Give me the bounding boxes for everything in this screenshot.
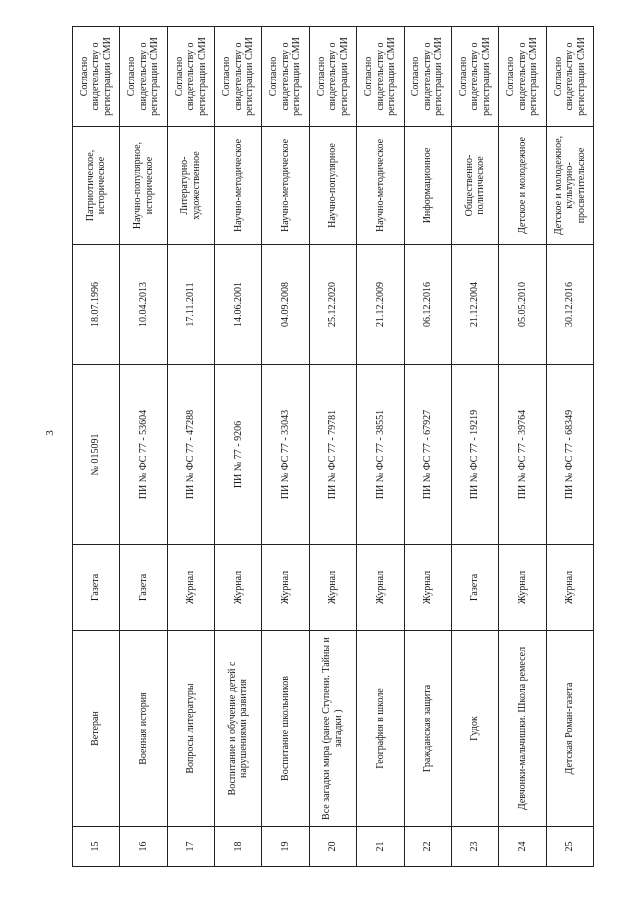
row-number-cell: 17 <box>167 827 214 867</box>
registration-number-cell: ПИ № ФС 77 - 39764 <box>499 365 546 545</box>
distribution-territory-cell: Согласно свидетельству о регистрации СМИ <box>499 27 546 127</box>
table-row <box>357 27 404 867</box>
row-number-cell: 15 <box>73 827 120 867</box>
registration-date-cell: 30.12.2016 <box>546 245 593 365</box>
table-row <box>73 27 120 867</box>
table-row <box>499 27 546 867</box>
publication-type-cell: Газета <box>120 545 167 631</box>
registration-date-cell: 25.12.2020 <box>309 245 356 365</box>
publication-type-cell: Журнал <box>262 545 309 631</box>
specialization-cell: Информационное <box>404 127 451 245</box>
publication-name-cell: Воспитание школьников <box>262 631 309 827</box>
specialization-cell: Литературно-художественное <box>167 127 214 245</box>
registration-date-cell: 18.07.1996 <box>73 245 120 365</box>
publication-type-cell: Журнал <box>546 545 593 631</box>
table-row <box>120 27 167 867</box>
registration-number-cell: ПИ № ФС 77 - 53604 <box>120 365 167 545</box>
table-row <box>167 27 214 867</box>
publication-type-cell: Журнал <box>499 545 546 631</box>
distribution-territory-cell: Согласно свидетельству о регистрации СМИ <box>546 27 593 127</box>
row-number-cell: 19 <box>262 827 309 867</box>
distribution-territory-cell: Согласно свидетельству о регистрации СМИ <box>451 27 498 127</box>
publication-name-cell: Воспитание и обучение детей с нарушениями развития <box>215 631 262 827</box>
publication-type-cell: Журнал <box>309 545 356 631</box>
row-number-cell: 18 <box>215 827 262 867</box>
distribution-territory-cell: Согласно свидетельству о регистрации СМИ <box>262 27 309 127</box>
specialization-cell: Научно-методическое <box>215 127 262 245</box>
publication-name-cell: Военная история <box>120 631 167 827</box>
distribution-territory-cell: Согласно свидетельству о регистрации СМИ <box>215 27 262 127</box>
specialization-cell: Детское и молодежное <box>499 127 546 245</box>
registration-number-cell: ПИ № 77 - 9206 <box>215 365 262 545</box>
table-row <box>546 27 593 867</box>
publication-name-cell: География в школе <box>357 631 404 827</box>
specialization-cell: Научно-методическое <box>357 127 404 245</box>
distribution-territory-cell: Согласно свидетельству о регистрации СМИ <box>357 27 404 127</box>
distribution-territory-cell: Согласно свидетельству о регистрации СМИ <box>73 27 120 127</box>
specialization-cell: Общественно-политическое <box>451 127 498 245</box>
publication-name-cell: Вопросы литературы <box>167 631 214 827</box>
registration-number-cell: ПИ № ФС 77 - 19219 <box>451 365 498 545</box>
specialization-cell: Научно-популярное, историческое <box>120 127 167 245</box>
publication-name-cell: Гудок <box>451 631 498 827</box>
distribution-territory-cell: Согласно свидетельству о регистрации СМИ <box>309 27 356 127</box>
distribution-territory-cell: Согласно свидетельству о регистрации СМИ <box>120 27 167 127</box>
registration-date-cell: 10.04.2013 <box>120 245 167 365</box>
registration-date-cell: 21.12.2009 <box>357 245 404 365</box>
registration-date-cell: 17.11.2011 <box>167 245 214 365</box>
specialization-cell: Патриотическое, историческое <box>73 127 120 245</box>
row-number-cell: 21 <box>357 827 404 867</box>
publication-name-cell: Все загадки мира (ранее Ступени. Тайны и загадки ) <box>309 631 356 827</box>
row-number-cell: 20 <box>309 827 356 867</box>
publication-name-cell: Девчонки-мальчишки. Школа ремесел <box>499 631 546 827</box>
publication-type-cell: Журнал <box>167 545 214 631</box>
row-number-cell: 23 <box>451 827 498 867</box>
registration-date-cell: 06.12.2016 <box>404 245 451 365</box>
row-number-cell: 24 <box>499 827 546 867</box>
specialization-cell: Научно-методическое <box>262 127 309 245</box>
page-number: 3 <box>44 430 56 436</box>
registration-number-cell: ПИ № ФС 77 - 47288 <box>167 365 214 545</box>
registration-number-cell: ПИ № ФС 77 - 79781 <box>309 365 356 545</box>
publication-type-cell: Журнал <box>215 545 262 631</box>
row-number-cell: 22 <box>404 827 451 867</box>
publication-type-cell: Журнал <box>357 545 404 631</box>
media-registry-table <box>72 26 594 867</box>
registration-date-cell: 04.09.2008 <box>262 245 309 365</box>
publication-name-cell: Гражданская защита <box>404 631 451 827</box>
distribution-territory-cell: Согласно свидетельству о регистрации СМИ <box>404 27 451 127</box>
registration-number-cell: ПИ № ФС 77 - 67927 <box>404 365 451 545</box>
publication-name-cell: Ветеран <box>73 631 120 827</box>
publication-type-cell: Журнал <box>404 545 451 631</box>
table-row <box>309 27 356 867</box>
row-number-cell: 16 <box>120 827 167 867</box>
registration-number-cell: ПИ № ФС 77 - 33043 <box>262 365 309 545</box>
publication-type-cell: Газета <box>451 545 498 631</box>
table-row <box>404 27 451 867</box>
rotated-registry-table <box>72 27 594 867</box>
distribution-territory-cell: Согласно свидетельству о регистрации СМИ <box>167 27 214 127</box>
registration-number-cell: № 015091 <box>73 365 120 545</box>
table-row <box>262 27 309 867</box>
publication-type-cell: Газета <box>73 545 120 631</box>
registration-number-cell: ПИ № ФС 77 - 68349 <box>546 365 593 545</box>
registration-date-cell: 05.05.2010 <box>499 245 546 365</box>
registration-date-cell: 21.12.2004 <box>451 245 498 365</box>
publication-name-cell: Детская Роман-газета <box>546 631 593 827</box>
row-number-cell: 25 <box>546 827 593 867</box>
specialization-cell: Научно-популярное <box>309 127 356 245</box>
table-row <box>215 27 262 867</box>
registration-date-cell: 14.06.2001 <box>215 245 262 365</box>
table-body <box>73 27 594 867</box>
table-row <box>451 27 498 867</box>
specialization-cell: Детское и молодежное, культурно-просветительское <box>546 127 593 245</box>
registration-number-cell: ПИ № ФС 77 - 38551 <box>357 365 404 545</box>
